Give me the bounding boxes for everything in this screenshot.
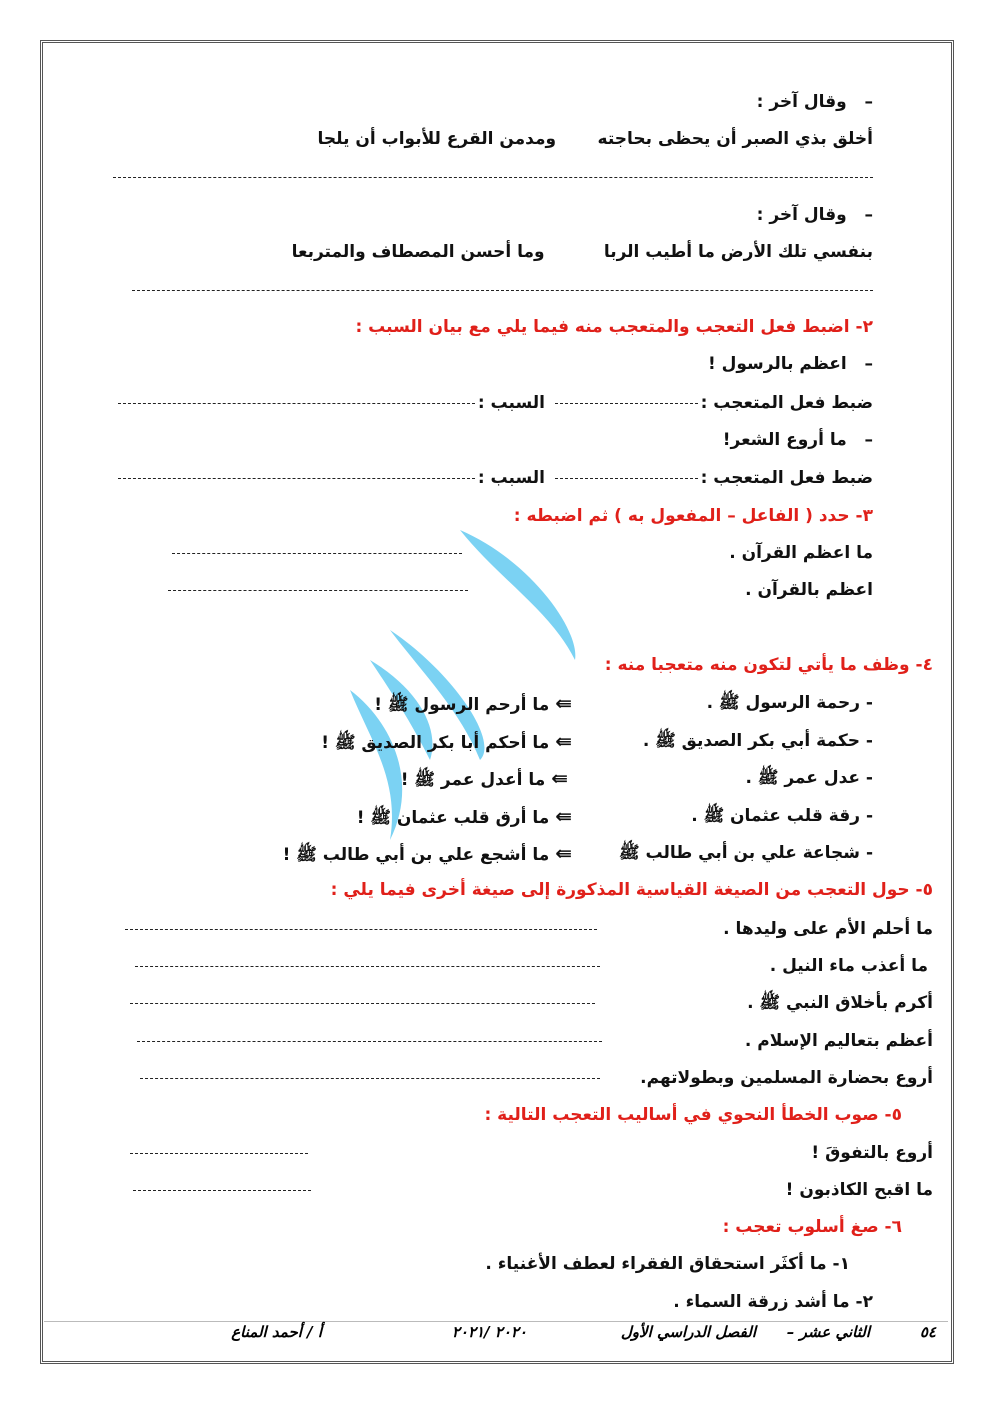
q3-item-2: اعظم بالقرآن .	[745, 580, 873, 600]
sentence: اعظم بالرسول !	[707, 354, 847, 374]
q3-item-1: ما اعظم القرآن .	[729, 543, 873, 563]
double-arrow-left-icon: ⇚	[555, 729, 572, 753]
footer-term: الفصل الدراسي الأول	[620, 1323, 756, 1341]
poem2-verse	[292, 240, 873, 264]
q6-title: ٦- صغ أسلوب تعجب :	[722, 1217, 902, 1237]
double-arrow-left-icon: ⇚	[555, 804, 572, 828]
answer: ما أحكم أبا بكر الصديق ﷺ !	[321, 733, 550, 753]
q5a-item-4: أعظم بتعاليم الإسلام .	[744, 1031, 933, 1051]
footer-author: أ / أحمد المناع	[231, 1323, 322, 1341]
intro-text: وقال آخر :	[756, 92, 847, 112]
answer-line	[555, 478, 698, 479]
q2-reason-label-2: السبب :	[477, 468, 545, 488]
answer-line	[125, 929, 597, 930]
answer: ما أرق قلب عثمان ﷺ !	[356, 808, 550, 828]
hemistich-left: ومدمن القرع للأبواب أن يلجا	[317, 129, 557, 149]
footer-divider	[44, 1321, 948, 1322]
sentence: ما أروع الشعر!	[722, 430, 847, 450]
q4-given-4: - رقة قلب عثمان ﷺ .	[691, 806, 873, 826]
answer-line	[130, 1153, 308, 1154]
answer-line	[137, 1041, 602, 1042]
answer-line	[113, 177, 873, 178]
watermark-calligraphy	[330, 520, 590, 850]
q2-fill-label-1: ضبط فعل المتعجب :	[700, 393, 873, 413]
q3-title: ٣- حدد ( الفاعل – المفعول به ) ثم اضبطه :	[513, 506, 873, 526]
q6-item-1: ١- ما أكثَر استحقاق الفقراء لعطف الأغنياء .	[485, 1254, 850, 1274]
q4-given-1: - رحمة الرسول ﷺ .	[706, 693, 873, 713]
q4-answer-2	[321, 729, 572, 755]
q4-title: ٤- وظف ما يأتي لتكون منه متعجبا منه :	[604, 655, 933, 675]
q4-given-5: - شجاعة علي بن أبي طالب ﷺ	[619, 843, 873, 863]
q5a-item-2: ما أعذب ماء النيل .	[769, 956, 928, 976]
q4-answer-4	[357, 804, 572, 830]
q5b-item-1: أروع بالتفوقَ !	[811, 1143, 933, 1163]
q5a-item-3: أكرم بأخلاق النبي ﷺ .	[747, 993, 933, 1013]
answer: ما أعدل عمر ﷺ !	[400, 770, 546, 790]
answer-line	[118, 478, 475, 479]
q4-given-2: - حكمة أبي بكر الصديق ﷺ .	[642, 731, 873, 751]
q2-title: ٢- اضبط فعل التعجب والمتعجب منه فيما يلي مع بيان السبب :	[355, 317, 873, 337]
poem1-intro: – وقال آخر :	[756, 92, 873, 112]
answer-line	[130, 1003, 595, 1004]
q4-answer-5	[283, 841, 572, 867]
hemistich-right: بنفسي تلك الأرض ما أطيب الربا	[603, 242, 873, 262]
q6-item-2: ٢- ما أشد زرقة السماء .	[673, 1292, 873, 1312]
footer-year: ٢٠٢٠ /٢٠٢١	[451, 1323, 527, 1341]
q2-fill-label-2: ضبط فعل المتعجب :	[700, 468, 873, 488]
answer-line	[132, 290, 873, 291]
q2-reason-label-1: السبب :	[477, 393, 545, 413]
q2-sentence-2: – ما أروع الشعر!	[722, 430, 873, 450]
double-arrow-left-icon: ⇚	[555, 841, 572, 865]
answer-line	[172, 553, 462, 554]
double-arrow-left-icon: ⇚	[555, 691, 572, 715]
answer-line	[135, 966, 600, 967]
q5b-title: ٥- صوب الخطأ النحوي في أساليب التعجب التالية :	[484, 1105, 902, 1125]
q4-answer-1	[374, 691, 572, 717]
answer-line	[140, 1078, 600, 1079]
poem1-verse	[318, 127, 873, 151]
hemistich-right: أخلق بذي الصبر أن يحظى بحاجته	[597, 129, 873, 149]
q5a-item-1: ما أحلم الأم على وليدها .	[723, 919, 933, 939]
q4-given-3: - عدل عمر ﷺ .	[745, 768, 873, 788]
q5b-item-2: ما اقبح الكاذبون !	[785, 1180, 933, 1200]
q2-sentence-1: – اعظم بالرسول !	[707, 354, 873, 374]
answer: ما أشجع علي بن أبي طالب ﷺ !	[282, 845, 550, 865]
double-arrow-left-icon: ⇚	[551, 766, 568, 790]
footer-grade: الثاني عشر –	[786, 1323, 870, 1341]
poem2-intro: – وقال آخر :	[756, 205, 873, 225]
q5a-title: ٥- حول التعجب من الصيغة القياسية المذكورة إلى صيغة أخرى فيما يلي :	[330, 880, 933, 900]
answer-line	[133, 1190, 311, 1191]
answer-line	[555, 403, 698, 404]
hemistich-left: وما أحسن المصطاف والمتربعا	[291, 242, 545, 262]
q4-answer-3	[401, 766, 568, 792]
answer: ما أرحم الرسول ﷺ !	[374, 695, 550, 715]
q5a-item-5: أروع بحضارة المسلمين وبطولاتهم.	[640, 1068, 933, 1088]
answer-line	[168, 590, 468, 591]
intro-text: وقال آخر :	[756, 205, 847, 225]
page-number: ٥٤	[919, 1323, 936, 1341]
answer-line	[118, 403, 475, 404]
